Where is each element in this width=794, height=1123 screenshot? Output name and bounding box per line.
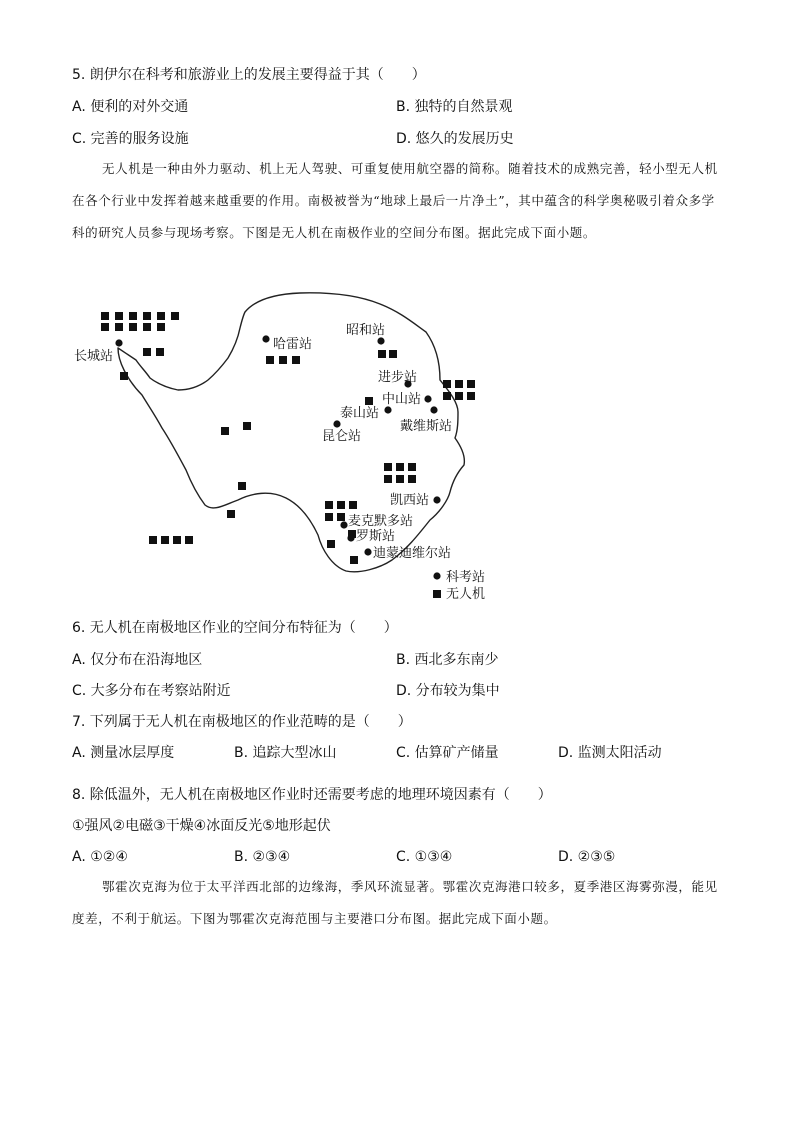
drone-marker bbox=[408, 463, 416, 471]
drone-marker bbox=[143, 348, 151, 356]
drone-marker bbox=[156, 348, 164, 356]
q7-stem: 7. 下列属于无人机在南极地区的作业范畴的是（ ） bbox=[72, 714, 412, 730]
station-label-kunlun: 昆仑站 bbox=[322, 429, 362, 444]
drone-marker bbox=[389, 350, 397, 358]
drone-marker bbox=[171, 312, 179, 320]
station-dot-davis bbox=[430, 406, 437, 413]
legend-drone-symbol bbox=[433, 590, 441, 598]
drone-marker bbox=[349, 501, 357, 509]
drone-marker bbox=[120, 372, 128, 380]
drone-marker bbox=[157, 312, 165, 320]
drone-marker bbox=[157, 323, 165, 331]
station-dot-halley bbox=[262, 335, 269, 342]
q6-stem: 6. 无人机在南极地区作业的空间分布特征为（ ） bbox=[72, 620, 398, 636]
drone-marker bbox=[408, 475, 416, 483]
q5-option-d: D. 悠久的发展历史 bbox=[396, 131, 514, 147]
drone-marker bbox=[129, 323, 137, 331]
drone-marker bbox=[443, 380, 451, 388]
q8-option-a: A. ①②④ bbox=[72, 849, 128, 865]
q7-option-b: B. 追踪大型冰山 bbox=[234, 745, 337, 761]
q8-option-d: D. ②③⑤ bbox=[558, 849, 616, 865]
drone-marker bbox=[325, 501, 333, 509]
drone-marker bbox=[292, 356, 300, 364]
drone-marker bbox=[337, 513, 345, 521]
drone-marker bbox=[221, 427, 229, 435]
drone-marker bbox=[337, 501, 345, 509]
q7-option-c: C. 估算矿产储量 bbox=[396, 745, 499, 761]
drone-marker bbox=[455, 380, 463, 388]
drone-marker bbox=[243, 422, 251, 430]
station-dot-showa bbox=[377, 337, 384, 344]
station-label-progress: 进步站 bbox=[378, 370, 418, 385]
drone-marker bbox=[143, 323, 151, 331]
drone-marker bbox=[238, 482, 246, 490]
drone-marker bbox=[227, 510, 235, 518]
drone-marker bbox=[279, 356, 287, 364]
drone-marker bbox=[149, 536, 157, 544]
drone-marker bbox=[143, 312, 151, 320]
q6-option-c: C. 大多分布在考察站附近 bbox=[72, 683, 231, 699]
station-label-taishan: 泰山站 bbox=[340, 406, 380, 421]
drone-marker bbox=[115, 323, 123, 331]
q7-option-d: D. 监测太阳活动 bbox=[558, 745, 662, 761]
drone-marker bbox=[443, 392, 451, 400]
station-dot-changcheng bbox=[115, 339, 122, 346]
station-label-dumont: 迪蒙迪维尔站 bbox=[373, 546, 452, 561]
drone-marker bbox=[455, 392, 463, 400]
q6-option-b: B. 西北多东南少 bbox=[396, 652, 499, 668]
drone-marker bbox=[384, 463, 392, 471]
drone-marker bbox=[396, 475, 404, 483]
drone-marker bbox=[101, 312, 109, 320]
drone-marker bbox=[101, 323, 109, 331]
drone-marker bbox=[467, 392, 475, 400]
station-label-davis: 戴维斯站 bbox=[400, 419, 453, 434]
q6-option-a: A. 仅分布在沿海地区 bbox=[72, 652, 203, 668]
passage-okhotsk bbox=[72, 871, 722, 935]
drone-marker bbox=[185, 536, 193, 544]
station-label-zhongshan: 中山站 bbox=[382, 392, 422, 407]
passage-drone-text: 无人机是一种由外力驱动、机上无人驾驶、可重复使用航空器的简称。随着技术的成熟完善，轻小型无人机在各个行业中发挥着越来越重要的作用。南极被誉为“地球上最后一片净土”，其中蕴含的科学奥秘吸引着众多学科的研究人员参与现场考察。下图是无人机在南极作业的空间分布图。据此完成下面小题。 bbox=[72, 161, 718, 240]
drone-marker bbox=[378, 350, 386, 358]
q7-option-a: A. 测量冰层厚度 bbox=[72, 745, 175, 761]
station-dot-kunlun bbox=[333, 420, 340, 427]
drone-marker bbox=[173, 536, 181, 544]
station-dot-mcmurdo bbox=[340, 521, 347, 528]
q8-stem: 8. 除低温外，无人机在南极地区作业时还需要考虑的地理环境因素有（ ） bbox=[72, 787, 552, 803]
station-dot-zhongshan bbox=[424, 395, 431, 402]
station-dot-taishan bbox=[384, 406, 391, 413]
drone-marker bbox=[365, 397, 373, 405]
station-label-ross: 罗斯站 bbox=[356, 529, 396, 544]
drone-marker bbox=[129, 312, 137, 320]
station-label-changcheng: 长城站 bbox=[74, 349, 114, 364]
q5-option-b: B. 独特的自然景观 bbox=[396, 99, 513, 115]
station-label-showa: 昭和站 bbox=[346, 323, 386, 338]
drone-marker bbox=[467, 380, 475, 388]
passage-okhotsk-text: 鄂霍次克海为位于太平洋西北部的边缘海，季风环流显著。鄂霍次克海港口较多，夏季港区海雾弥漫，能见度差，不利于航运。下图为鄂霍次克海范围与主要港口分布图。据此完成下面小题。 bbox=[72, 879, 718, 926]
q8-factors: ①强风②电磁③干燥④冰面反光⑤地形起伏 bbox=[72, 818, 331, 834]
station-label-halley: 哈雷站 bbox=[273, 337, 313, 352]
legend-station-label: 科考站 bbox=[446, 570, 486, 585]
legend-drone-label: 无人机 bbox=[446, 587, 486, 602]
drone-marker bbox=[350, 556, 358, 564]
drone-marker bbox=[325, 513, 333, 521]
q8-option-c: C. ①③④ bbox=[396, 849, 453, 865]
q5-stem: 5. 朗伊尔在科考和旅游业上的发展主要得益于其（ ） bbox=[72, 67, 426, 83]
q6-option-d: D. 分布较为集中 bbox=[396, 683, 500, 699]
drone-marker bbox=[384, 475, 392, 483]
q5-option-a: A. 便利的对外交通 bbox=[72, 99, 189, 115]
drone-marker bbox=[327, 540, 335, 548]
drone-marker bbox=[161, 536, 169, 544]
station-dot-ross bbox=[347, 534, 354, 541]
map-legend bbox=[433, 569, 485, 602]
q8-option-b: B. ②③④ bbox=[234, 849, 291, 865]
station-dot-casey bbox=[433, 496, 440, 503]
station-label-casey: 凯西站 bbox=[390, 493, 430, 508]
legend-station-symbol bbox=[433, 572, 440, 579]
station-label-mcmurdo: 麦克默多站 bbox=[348, 514, 414, 529]
station-dot-dumont bbox=[364, 548, 371, 555]
drone-marker bbox=[266, 356, 274, 364]
drone-marker bbox=[115, 312, 123, 320]
drone-marker bbox=[396, 463, 404, 471]
q5-option-c: C. 完善的服务设施 bbox=[72, 131, 189, 147]
